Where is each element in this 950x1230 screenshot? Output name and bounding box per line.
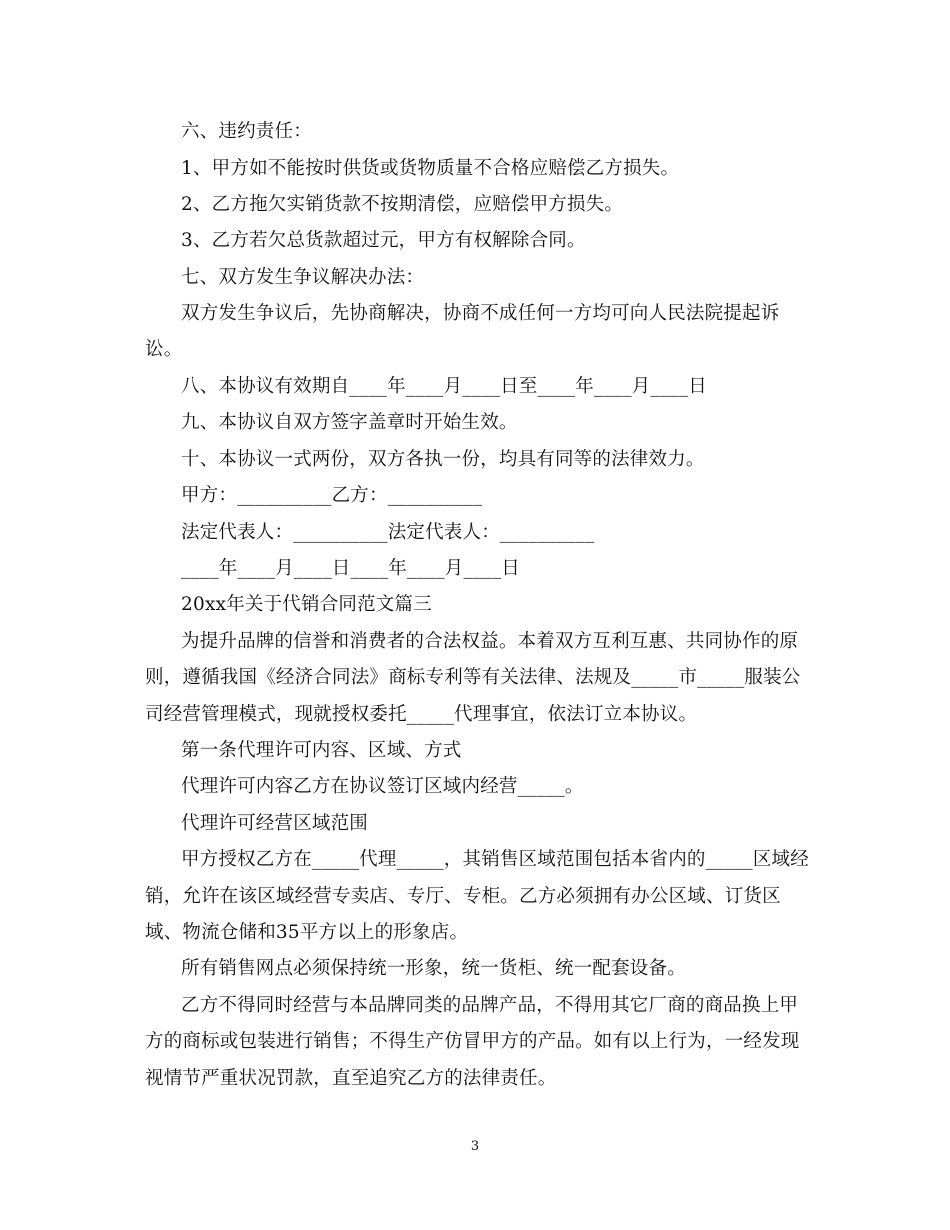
paragraph-line: 方的商标或包装进行销售；不得生产仿冒甲方的产品。如有以上行为，一经发现: [145, 1031, 800, 1052]
paragraph-line: 所有销售网点必须保持统一形象，统一货柜、统一配套设备。: [181, 958, 686, 979]
paragraph-line: 甲方授权乙方在_____代理_____，其销售区域范围包括本省内的_____区域经: [181, 849, 809, 870]
subheading: 代理许可经营区域范围: [181, 813, 369, 834]
paragraph-line: 乙方不得同时经营与本品牌同类的品牌产品，不得用其它厂商的商品换上甲: [181, 995, 799, 1016]
section-heading-dispute-resolution: 七、双方发生争议解决办法：: [181, 267, 425, 288]
section-title: 20xx年关于代销合同范文篇三: [181, 594, 432, 615]
paragraph-line: 八、本协议有效期自____年____月____日至____年____月____日: [181, 376, 708, 397]
paragraph-line: 销，允许在该区域经营专卖店、专厅、专柜。乙方必须拥有办公区域、订货区: [145, 886, 781, 907]
signature-line-dates: ____年____月____日____年____月____日: [181, 558, 521, 579]
paragraph-line: 双方发生争议后，先协商解决，协商不成任何一方均可向人民法院提起诉: [181, 303, 780, 324]
paragraph-line: 域、物流仓储和35平方以上的形象店。: [145, 922, 469, 943]
paragraph-line: 讼。: [145, 339, 183, 360]
signature-line-parties: 甲方：__________乙方：__________: [181, 485, 483, 506]
article-heading: 第一条代理许可内容、区域、方式: [181, 740, 462, 761]
paragraph-line: 十、本协议一式两份，双方各执一份，均具有同等的法律效力。: [181, 449, 705, 470]
page-number: 3: [470, 1139, 480, 1154]
paragraph-line: 司经营管理模式，现就授权委托_____代理事宜，依法订立本协议。: [145, 704, 698, 725]
paragraph-line: 为提升品牌的信誉和消费者的合法权益。本着双方互利互惠、共同协作的原: [181, 631, 799, 652]
paragraph-line: 代理许可内容乙方在协议签订区域内经营_____。: [181, 776, 584, 797]
paragraph-line: 2、乙方拖欠实销货款不按期清偿，应赔偿甲方损失。: [181, 194, 624, 215]
paragraph-line: 九、本协议自双方签字盖章时开始生效。: [181, 412, 518, 433]
signature-line-representatives: 法定代表人：__________法定代表人：__________: [181, 522, 595, 543]
section-heading-breach-liability: 六、违约责任：: [181, 121, 312, 142]
paragraph-line: 视情节严重状况罚款，直至追究乙方的法律责任。: [145, 1068, 557, 1089]
paragraph-line: 3、乙方若欠总货款超过元，甲方有权解除合同。: [181, 230, 586, 251]
paragraph-line: 则，遵循我国《经济合同法》商标专利等有关法律、法规及_____市_____服装公: [145, 667, 801, 688]
paragraph-line: 1、甲方如不能按时供货或货物质量不合格应赔偿乙方损失。: [181, 158, 680, 179]
